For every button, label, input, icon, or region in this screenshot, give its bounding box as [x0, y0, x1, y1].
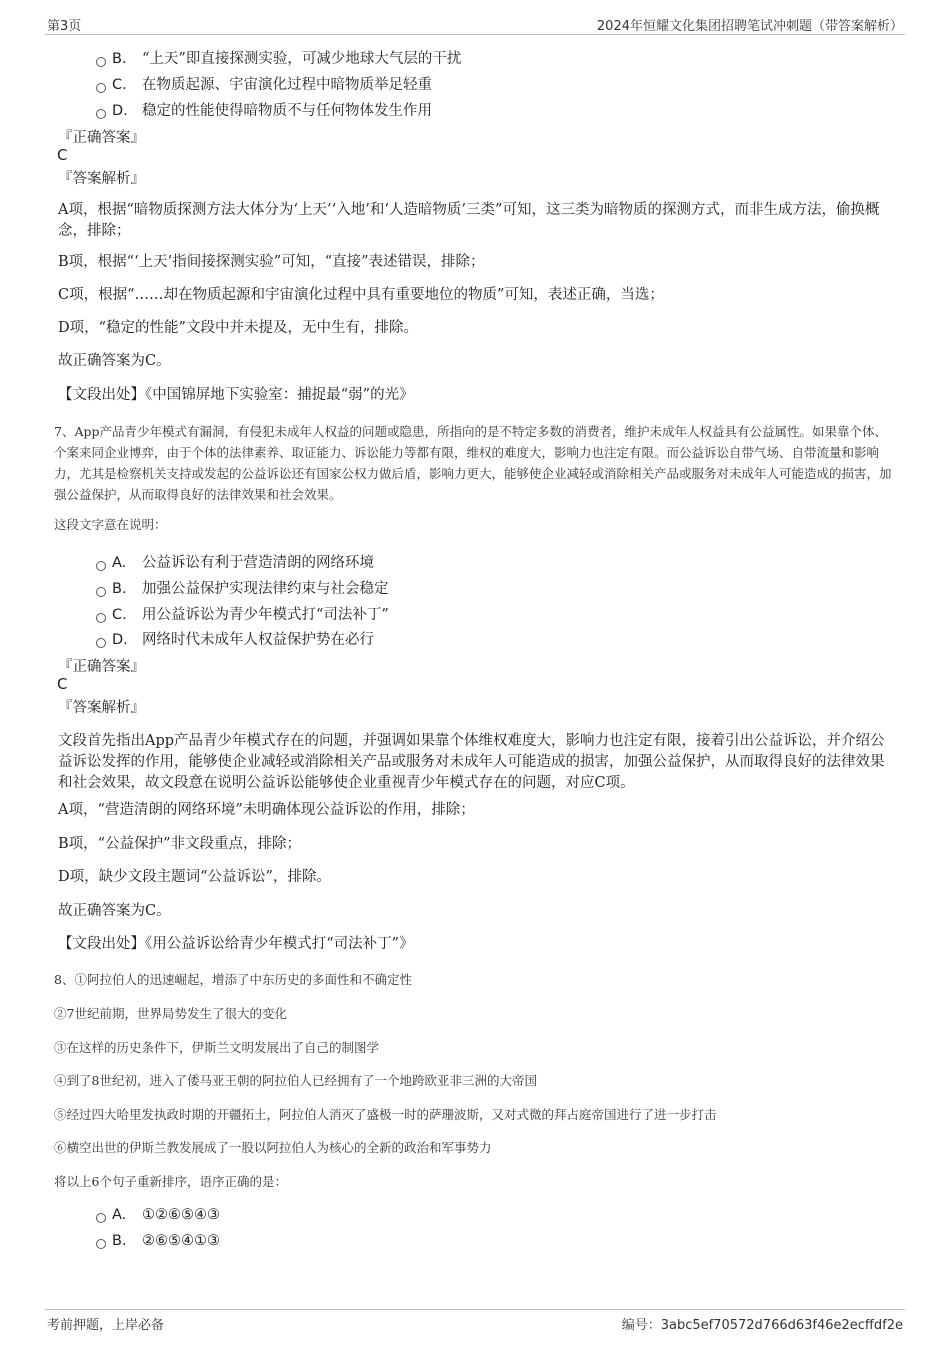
q7-question: 这段文字意在说明：	[54, 517, 167, 532]
footer-slogan: 考前押题，上岸必备	[47, 1318, 165, 1333]
radio-icon[interactable]	[96, 83, 106, 93]
q7-stem: 7、App产品青少年模式有漏洞，有侵犯未成年人权益的问题或隐患，所指向的是不特定多数的消费者，维护未成年人权益具有公益属性。如果靠个体、个案来同企业博弈，由于个体的法律素养、取证能力、诉讼能力等都有限，维权的难度大，影响力也注定有限。而公益诉讼自带气场、自带流量和影响力，尤其是检察机关支持或发起的公益诉讼还有国家公权力做后盾，影响力更大，能够使企业减轻或消除相关产品或服务对未成年人可能造成的损害，加强公益保护，从而取得良好的法律效果和社会效果。	[54, 424, 892, 502]
q6-analysis-label: 『答案解析』	[58, 171, 145, 187]
q6-analysis-c: C项，根据“……却在物质起源和宇宙演化过程中具有重要地位的物质”可知，表述正确，当选；	[58, 287, 664, 303]
q7-analysis-b: B项，“公益保护”非文段重点，排除；	[58, 836, 301, 852]
q8-sentence-4: ④到了8世纪初，进入了倭马亚王朝的阿拉伯人已经拥有了一个地跨欧亚非三洲的大帝国	[54, 1073, 537, 1088]
q6-analysis-d: D项，“稳定的性能”文段中并未提及，无中生有，排除。	[58, 320, 418, 336]
document-title: 2024年恒耀文化集团招聘笔试冲刺题（带答案解析）	[596, 19, 903, 34]
radio-icon[interactable]	[96, 109, 106, 119]
q8-sentence-1: 8、①阿拉伯人的迅速崛起，增添了中东历史的多面性和不确定性	[54, 972, 412, 987]
q7-analysis-label: 『答案解析』	[58, 700, 145, 716]
q6-source: 【文段出处】《中国锦屏地下实验室：捕捉最“弱”的光》	[58, 387, 414, 403]
radio-icon[interactable]	[96, 613, 106, 623]
q6-analysis-conclusion: 故正确答案为C。	[58, 353, 171, 369]
q6-answer-label: 『正确答案』	[58, 130, 145, 146]
q8-sentence-2: ②7世纪前期，世界局势发生了很大的变化	[54, 1006, 287, 1021]
q7-option-c[interactable]: C. 用公益诉讼为青少年模式打“司法补丁”	[96, 603, 389, 624]
q8-sentence-3: ③在这样的历史条件下，伊斯兰文明发展出了自己的制图学	[54, 1040, 380, 1055]
radio-icon[interactable]	[96, 1213, 106, 1223]
q7-answer-label: 『正确答案』	[58, 659, 145, 675]
q7-option-a[interactable]: A. 公益诉讼有利于营造清朗的网络环境	[96, 551, 374, 572]
q7-analysis-d: D项，缺少文段主题词“公益诉讼”，排除。	[58, 869, 331, 885]
page-number: 第3页	[47, 19, 82, 34]
page-header	[45, 14, 905, 35]
q6-option-c[interactable]: C. 在物质起源、宇宙演化过程中暗物质举足轻重	[96, 73, 432, 94]
q8-sentence-5: ⑤经过四大哈里发执政时期的开疆拓土，阿拉伯人消灭了盛极一时的萨珊波斯，又对式微的拜占庭帝国进行了进一步打击	[54, 1107, 717, 1122]
page-footer	[45, 1309, 905, 1332]
q8-sentence-6: ⑥横空出世的伊斯兰教发展成了一股以阿拉伯人为核心的全新的政治和军事势力	[54, 1140, 492, 1155]
q7-option-b[interactable]: B. 加强公益保护实现法律约束与社会稳定	[96, 577, 389, 598]
radio-icon[interactable]	[96, 638, 106, 648]
q7-source: 【文段出处】《用公益诉讼给青少年模式打“司法补丁”》	[58, 936, 414, 952]
q7-analysis-main: 文段首先指出App产品青少年模式存在的问题，并强调如果靠个体维权难度大，影响力也注定有限，接着引出公益诉讼，并介绍公益诉讼发挥的作用，能够使企业减轻或消除相关产品或服务对未成年人可能造成的损害，加强公益保护，从而取得良好的法律效果和社会效果，故文段意在说明公益诉讼能够使企业重视青少年模式存在的问题，对应C项。	[58, 733, 885, 791]
q6-analysis-b: B项，根据“‘上天’指间接探测实验”可知，“直接”表述错误，排除；	[58, 254, 485, 270]
q8-question: 将以上6个句子重新排序，语序正确的是：	[54, 1174, 287, 1189]
q8-option-b[interactable]: B. ②⑥⑤④①③	[96, 1233, 220, 1249]
q8-option-a[interactable]: A. ①②⑥⑤④③	[96, 1207, 220, 1223]
q7-option-d[interactable]: D. 网络时代未成年人权益保护势在必行	[96, 628, 374, 649]
q6-answer: C	[57, 146, 68, 164]
radio-icon[interactable]	[96, 57, 106, 67]
radio-icon[interactable]	[96, 587, 106, 597]
q6-option-b[interactable]: B. “上天”即直接探测实验，可减少地球大气层的干扰	[96, 47, 461, 68]
q6-option-d[interactable]: D. 稳定的性能使得暗物质不与任何物体发生作用	[96, 99, 432, 120]
radio-icon[interactable]	[96, 561, 106, 571]
q6-analysis-a: A项，根据“暗物质探测方法大体分为‘上天’‘入地’和‘人造暗物质’三类”可知，这三类为暗物质的探测方式，而非生成方法，偷换概念，排除；	[58, 202, 880, 239]
document-id: 编号：3abc5ef70572d766d63f46e2ecffdf2e	[621, 1318, 903, 1333]
q7-answer: C	[57, 675, 68, 693]
radio-icon[interactable]	[96, 1239, 106, 1249]
q7-analysis-conclusion: 故正确答案为C。	[58, 903, 171, 919]
q7-analysis-a: A项，“营造清朗的网络环境”未明确体现公益诉讼的作用，排除；	[58, 802, 475, 818]
